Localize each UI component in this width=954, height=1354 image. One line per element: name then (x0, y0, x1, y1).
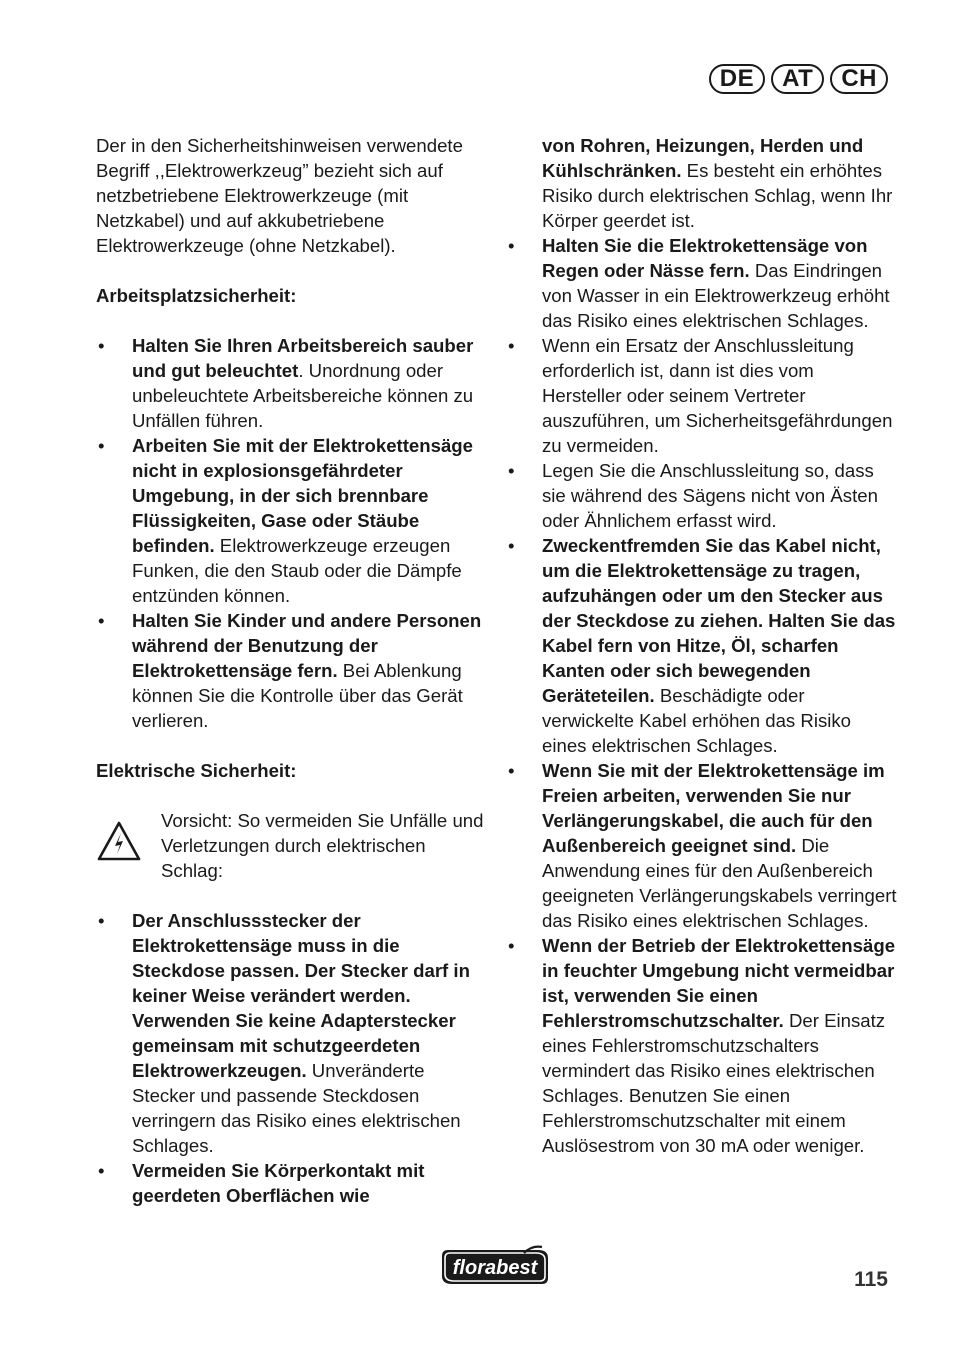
item-bold: Halten Sie Ihren Arbeitsbereich sauber und gut beleuchtet (132, 335, 474, 381)
bullet-glyph: • (508, 335, 515, 356)
item-text: Die Anwendung eines für den Außenbereich geeigneten Verlängerungskabels verringert das Risiko eines elektrischen Schlages. (542, 835, 897, 931)
list-item (506, 458, 898, 533)
right-column (506, 133, 898, 1158)
item-text: Der Einsatz eines Fehlerstromschutzschalters vermindert das Risiko eines elektrischen Schlages. Benutzen Sie einen Fehlerstromschutzschalter mit einem Auslösestrom von 30 mA oder weniger. (542, 1010, 886, 1156)
item-text: Bei Ablenkung können Sie die Kontrolle über das Gerät verlieren. (132, 660, 463, 731)
bullet-glyph: • (98, 610, 105, 631)
bullet-glyph: • (508, 460, 515, 481)
warning-block (96, 808, 486, 883)
bullet-glyph: • (508, 535, 515, 556)
left-column (96, 133, 486, 1208)
page-number: 115 (854, 1268, 888, 1291)
list-item (506, 533, 898, 758)
item-bold: Der Anschlussstecker der Elektrokettensäge muss in die Steckdose passen. Der Stecker darf in keiner Weise verändert werden. Verwenden Sie keine Adapterstecker gemeinsam mit schutzgeerdeten Elektrowerkzeugen. (132, 910, 470, 1081)
list-item (96, 433, 486, 608)
continuation-bold: von Rohren, Heizungen, Herden und Kühlschränken. (542, 135, 864, 181)
item-text: Unveränderte Stecker und passende Steckdosen verringern das Risiko eines elektrischen Schlages. (132, 1060, 461, 1156)
list-item (96, 908, 486, 1158)
bullet-glyph: • (508, 935, 515, 956)
badge-de: DE (709, 64, 765, 94)
electrical-safety-list (96, 908, 486, 1208)
item-bold: Halten Sie Kinder und andere Personen während der Benutzung der Elektrokettensäge fern. (132, 610, 482, 681)
warning-text: Vorsicht: So vermeiden Sie Unfälle und Verletzungen durch elektrischen Schlag: (161, 810, 484, 881)
item-bold: Vermeiden Sie Körperkontakt mit geerdeten Oberflächen wie (132, 1160, 425, 1206)
item-bold: Halten Sie die Elektrokettensäge von Regen oder Nässe fern. (542, 235, 868, 281)
bullet-glyph: • (98, 910, 105, 931)
florabest-logo (438, 1244, 552, 1295)
list-item (506, 933, 898, 1158)
electrical-safety-list-continued (506, 233, 898, 1158)
logo-wordmark: florabest (452, 1257, 538, 1279)
heading-electrical-safety: Elektrische Sicherheit: (96, 760, 297, 781)
item-text: Beschädigte oder verwickelte Kabel erhöhen das Risiko eines elektrischen Schlages. (542, 685, 852, 756)
heading-workplace-safety: Arbeitsplatzsicherheit: (96, 285, 297, 306)
list-item (506, 333, 898, 458)
bullet-glyph: • (98, 335, 105, 356)
continuation-text: Es besteht ein erhöhtes Risiko durch elektrischen Schlag, wenn Ihr Körper geerdet ist. (542, 160, 893, 231)
electric-shock-warning-icon (96, 808, 161, 883)
bullet-glyph: • (508, 235, 515, 256)
item-bold: Wenn der Betrieb der Elektrokettensäge in feuchter Umgebung nicht vermeidbar ist, verwenden Sie einen Fehlerstromschutzschalter. (542, 935, 896, 1031)
item-bold: Wenn Sie mit der Elektrokettensäge im Freien arbeiten, verwenden Sie nur Verlängerungskabel, die auch für den Außenbereich geeignet sind. (542, 760, 885, 856)
country-badges (709, 64, 888, 94)
list-item (96, 608, 486, 733)
item-text: Das Eindringen von Wasser in ein Elektrowerkzeug erhöht das Risiko eines elektrischen Schlages. (542, 260, 890, 331)
list-item (96, 1158, 486, 1208)
list-item (96, 333, 486, 433)
badge-at: AT (771, 64, 824, 94)
item-text: . Unordnung oder unbeleuchtete Arbeitsbereiche können zu Unfällen führen. (132, 360, 474, 431)
bullet-glyph: • (98, 1160, 105, 1181)
bullet-glyph: • (98, 435, 105, 456)
continuation-paragraph (506, 133, 898, 233)
item-text: Elektrowerkzeuge erzeugen Funken, die den Staub oder die Dämpfe entzünden können. (132, 535, 462, 606)
item-text: Legen Sie die Anschlussleitung so, dass sie während des Sägens nicht von Ästen oder Ähnlichem erfasst wird. (542, 460, 878, 531)
item-text: Wenn ein Ersatz der Anschlussleitung erforderlich ist, dann ist dies vom Hersteller oder seinem Vertreter auszuführen, um Sicherheitsgefährdungen zu vermeiden. (542, 335, 893, 456)
list-item (506, 233, 898, 333)
workplace-safety-list (96, 333, 486, 733)
bullet-glyph: • (508, 760, 515, 781)
intro-paragraph: Der in den Sicherheitshinweisen verwendete Begriff ,,Elektrowerkzeug” bezieht sich auf netzbetriebene Elektrowerkzeuge (mit Netzkabel) und auf akkubetriebene Elektrowerkzeuge (ohne Netzkabel). (96, 135, 463, 256)
item-bold: Arbeiten Sie mit der Elektrokettensäge nicht in explosionsgefährdeter Umgebung, in der sich brennbare Flüssigkeiten, Gase oder Stäube befinden. (132, 435, 473, 556)
item-bold: Zweckentfremden Sie das Kabel nicht, um die Elektrokettensäge zu tragen, aufzuhängen oder um den Stecker aus der Steckdose zu ziehen. Halten Sie das Kabel fern von Hitze, Öl, scharfen Kanten oder sich bewegenden Geräteteilen. (542, 535, 896, 706)
badge-ch: CH (830, 64, 888, 94)
list-item (506, 758, 898, 933)
